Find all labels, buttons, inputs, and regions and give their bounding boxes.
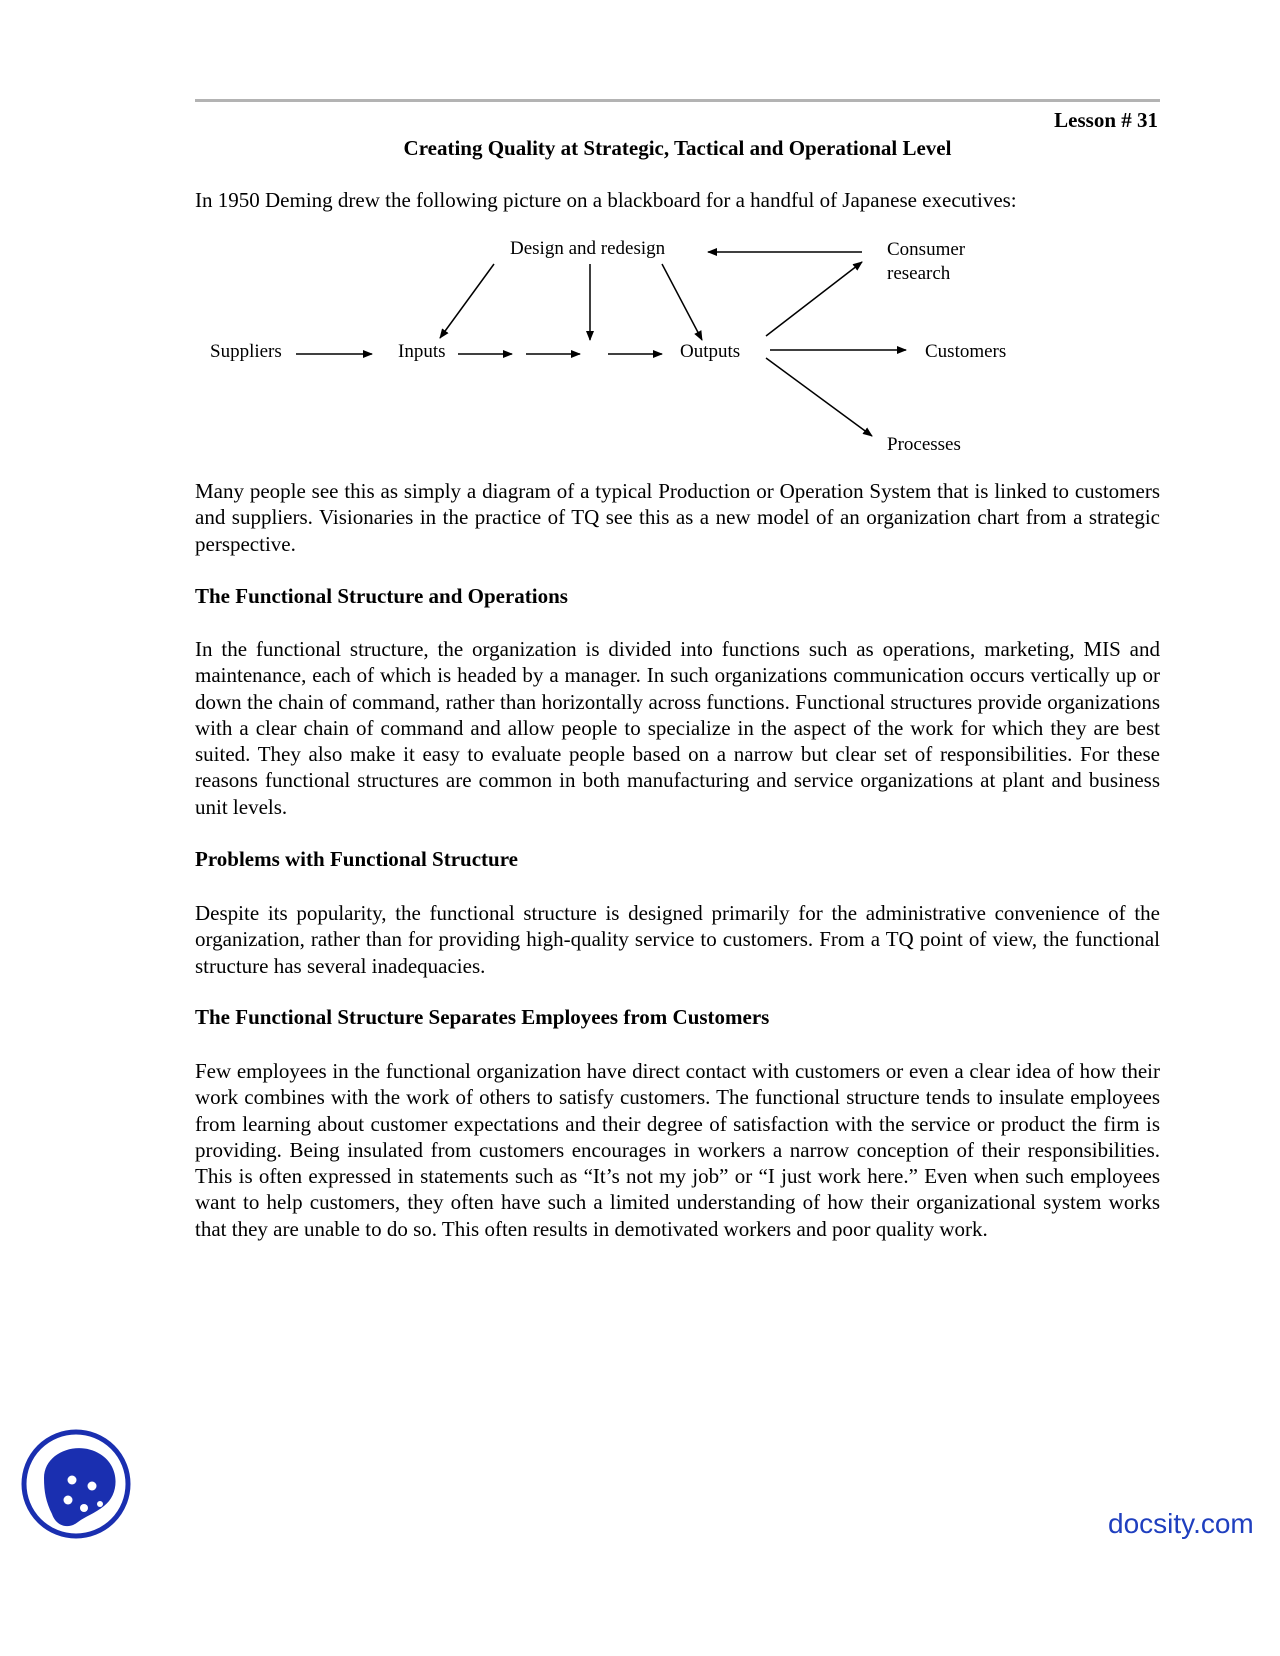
heading-separates-employees: The Functional Structure Separates Employees from Customers [195, 1005, 770, 1029]
arrow-design-outputs [662, 264, 702, 340]
diagram-suppliers-label: Suppliers [210, 341, 282, 362]
brand-link[interactable]: docsity.com [1108, 1508, 1254, 1539]
diagram-design-label: Design and redesign [510, 238, 666, 259]
header-rule [195, 99, 1160, 102]
arrow-outputs-processes [766, 358, 872, 436]
diagram-outputs-label: Outputs [680, 341, 741, 362]
intro-paragraph: In 1950 Deming drew the following picture on a blackboard for a handful of Japanese executives: [195, 188, 1017, 212]
lesson-number: Lesson # 31 [1054, 108, 1158, 132]
docsity-logo-icon [20, 1428, 132, 1540]
heading-problems: Problems with Functional Structure [195, 847, 518, 871]
paragraph-separates-employees: Few employees in the functional organization have direct contact with customers or even a clear idea of how their work combines with the work of others to satisfy customers. The functional structure tends to insulate employees from learning about customer expectations and their degree of satisfaction with the service or product the firm is providing. Being insulated from customers encourages in workers a narrow conception of their responsibilities. This is often expressed in statements such as “It’s not my job” or “I just work here.” Even when such employees want to help customers, they often have such a limited understanding of how their organizational system works that they are unable to do so. This often results in demotivated workers and poor quality work. [195, 1059, 1160, 1241]
paragraph-problems: Despite its popularity, the functional structure is designed primarily for the administrative convenience of the organization, rather than for providing high-quality service to customers. From a TQ point of view, the functional structure has several inadequacies. [195, 901, 1160, 978]
diagram-customers-label: Customers [925, 341, 1007, 362]
paragraph-functional-structure: In the functional structure, the organization is divided into functions such as operations, marketing, MIS and maintenance, each of which is headed by a manager. In such organizations communication occurs vertically up or down the chain of command, rather than horizontally across functions. Functional structures provide organizations with a clear chain of command and allow people to specialize in the aspect of the work for which they are best suited. They also make it easy to evaluate people based on a narrow but clear set of responsibilities. For these reasons functional structures are common in both manufacturing and service organizations at plant and business unit levels. [195, 637, 1160, 819]
diagram-inputs-label: Inputs [398, 341, 446, 362]
paragraph-diagram-explanation: Many people see this as simply a diagram of a typical Production or Operation System that is linked to customers and suppliers. Visionaries in the practice of TQ see this as a new model of an organization chart from a strategic perspective. [195, 479, 1160, 556]
arrow-outputs-consumer-research [766, 262, 862, 336]
arrow-design-inputs [440, 264, 494, 338]
heading-functional-structure: The Functional Structure and Operations [195, 584, 568, 608]
diagram-consumer-research-label: Consumer research [887, 239, 966, 284]
diagram-processes-label: Processes [887, 434, 961, 455]
page-title: Creating Quality at Strategic, Tactical and Operational Level [403, 136, 952, 160]
